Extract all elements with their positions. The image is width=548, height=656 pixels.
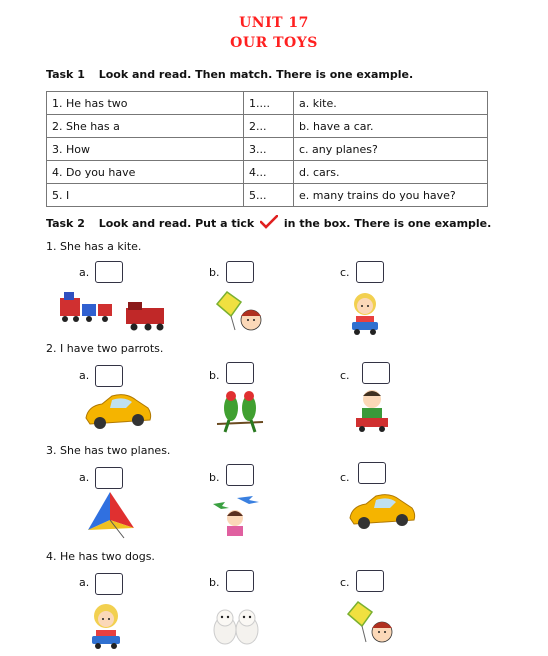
table-row — [47, 161, 488, 184]
parrots-icon — [215, 386, 265, 434]
tick-icon — [260, 215, 278, 229]
yellow-car-icon — [346, 488, 418, 534]
kite-icon — [84, 490, 140, 540]
option-b-label: b. — [209, 369, 220, 382]
row-mid[interactable]: 5... — [244, 184, 294, 207]
answer-box-2a[interactable] — [95, 365, 123, 387]
option-a-label: a. — [79, 266, 90, 279]
task2-number: Task 2 — [46, 217, 85, 230]
row-right: b. have a car. — [294, 115, 488, 138]
question-3: 3. She has two planes. — [46, 444, 171, 457]
girl-with-toy-car-icon — [344, 290, 386, 338]
answer-box-1c[interactable] — [356, 261, 384, 283]
row-left: 3. How — [47, 138, 244, 161]
boy-with-train-icon — [352, 388, 392, 434]
option-b-label: b. — [209, 471, 220, 484]
yellow-car-icon — [82, 390, 154, 434]
unit-title: UNIT 17 — [239, 15, 309, 31]
question-2: 2. I have two parrots. — [46, 342, 164, 355]
dogs-icon — [209, 604, 263, 650]
answer-box-1a[interactable] — [95, 261, 123, 283]
table-row — [47, 184, 488, 207]
task1-heading — [46, 68, 413, 81]
row-left: 4. Do you have — [47, 161, 244, 184]
answer-box-4b[interactable] — [226, 570, 254, 592]
answer-box-2b[interactable] — [226, 362, 254, 384]
row-right: a. kite. — [294, 92, 488, 115]
option-c-label: c. — [340, 576, 350, 589]
answer-box-4a[interactable] — [95, 573, 123, 595]
option-b-label: b. — [209, 576, 220, 589]
girl-with-kite-icon — [211, 290, 267, 336]
answer-box-2c[interactable] — [362, 362, 390, 384]
task2-heading — [46, 215, 491, 230]
option-c-label: c. — [340, 471, 350, 484]
option-b-label: b. — [209, 266, 220, 279]
row-mid[interactable]: 4... — [244, 161, 294, 184]
option-c-label: c. — [340, 266, 350, 279]
girl-with-toy-car-icon — [84, 602, 128, 652]
row-left: 5. I — [47, 184, 244, 207]
answer-box-3a[interactable] — [95, 467, 123, 489]
row-left: 2. She has a — [47, 115, 244, 138]
question-4: 4. He has two dogs. — [46, 550, 155, 563]
topic-title: OUR TOYS — [230, 35, 318, 51]
task2-instruction-before: Look and read. Put a tick — [98, 217, 255, 230]
match-table — [46, 91, 488, 207]
toy-train-icon — [56, 288, 172, 332]
answer-box-3c[interactable] — [358, 462, 386, 484]
table-row — [47, 92, 488, 115]
row-right: d. cars. — [294, 161, 488, 184]
row-right: c. any planes? — [294, 138, 488, 161]
task2-instruction-after: in the box. There is one example. — [283, 217, 492, 230]
row-left: 1. He has two — [47, 92, 244, 115]
option-c-label: c. — [340, 369, 350, 382]
table-row — [47, 138, 488, 161]
girl-with-planes-icon — [209, 492, 263, 536]
answer-box-3b[interactable] — [226, 464, 254, 486]
answer-box-1b[interactable] — [226, 261, 254, 283]
option-a-label: a. — [79, 369, 90, 382]
row-mid[interactable]: 2... — [244, 115, 294, 138]
girl-with-kite-icon — [342, 600, 398, 650]
question-1: 1. She has a kite. — [46, 240, 142, 253]
option-a-label: a. — [79, 576, 90, 589]
option-a-label: a. — [79, 471, 90, 484]
task1-number: Task 1 — [46, 68, 85, 81]
table-row — [47, 115, 488, 138]
row-mid[interactable]: 1.... — [244, 92, 294, 115]
row-mid[interactable]: 3... — [244, 138, 294, 161]
row-right: e. many trains do you have? — [294, 184, 488, 207]
answer-box-4c[interactable] — [356, 570, 384, 592]
task1-instruction: Look and read. Then match. There is one example. — [98, 68, 414, 81]
